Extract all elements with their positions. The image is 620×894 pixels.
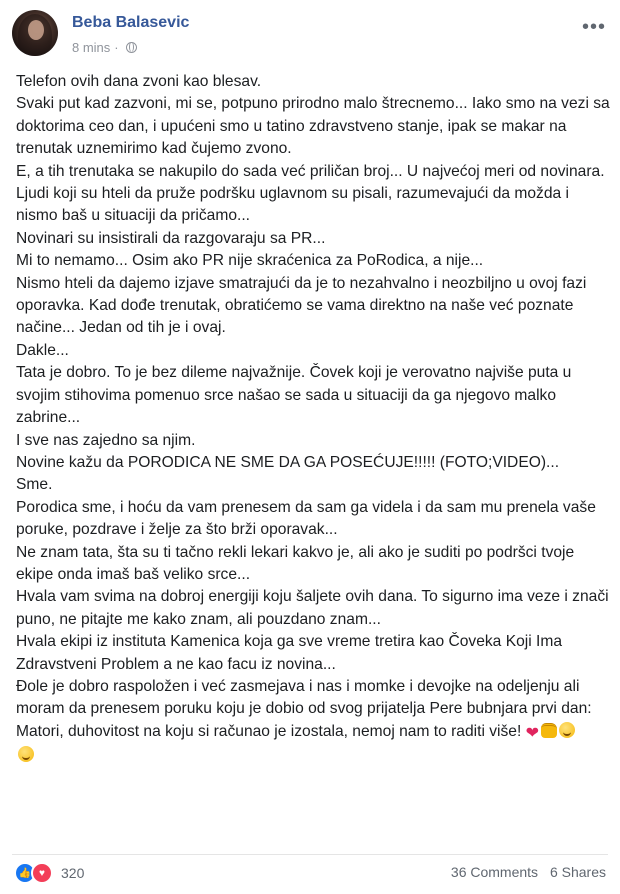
love-icon: ♥: [31, 862, 53, 884]
post-time[interactable]: 8 mins: [72, 40, 111, 55]
author-name[interactable]: Beba Balasevic: [72, 14, 190, 31]
post-paragraph: Sme.: [16, 476, 53, 494]
grinning-face-emoji: [18, 746, 34, 762]
post-paragraph: Telefon ovih dana zvoni kao blesav.: [16, 73, 262, 90]
author-avatar[interactable]: [12, 10, 58, 56]
post-paragraph: Tata je dobro. To je bez dileme najvažnije. Čovek koji je verovatno najviše puta u svojim stihovima pomenuo srce našao se sada u situaciji da ga njegovo malko zabrine...: [16, 364, 572, 427]
avatar-face: [28, 20, 44, 40]
post-paragraph: Porodica sme, i hoću da vam prenesem da sam ga videla i da sam mu prenela vaše poruke, pozdrave i želje za što brži oporavak...: [16, 498, 596, 539]
comments-count[interactable]: 36 Comments: [450, 864, 539, 880]
post-paragraph: Ljudi koji su hteli da pruže podršku uglavnom su pisali, razumevajući da možda i nismo baš u situaciji da pričamo...: [16, 185, 569, 225]
post-last-paragraph: [16, 721, 612, 768]
relieved-face-emoji: [559, 722, 575, 738]
meta-separator: ·: [114, 40, 119, 55]
post-footer: [14, 858, 606, 888]
like-icon: 👍: [14, 862, 36, 884]
post-paragraph: Hvala vam svima na dobroj energiji koju šaljete ovih dana. To sigurno ima veze i znači puno, ne pitajte me kako znam, ali pouzdano znam...: [16, 588, 609, 628]
fist-emoji: [541, 723, 557, 738]
post-paragraph: Novinari su insistirali da razgovaraju sa PR...: [16, 229, 326, 247]
post-stats: [451, 864, 606, 880]
post-paragraph: Mi to nemamo... Osim ako PR nije skraćenica za PoRodica, a nije...: [16, 252, 484, 270]
globe-icon[interactable]: [126, 42, 137, 53]
more-options-icon[interactable]: •••: [581, 16, 606, 38]
post-paragraph: Hvala ekipi iz instituta Kamenica koja ga sve vreme tretira kao Čoveka Koji Ima Zdravstveni Problem a ne kao facu iz novina...: [16, 633, 563, 673]
post-paragraph: Novine kažu da PORODICA NE SME DA GA POSEĆUJE!!!!! (FOTO;VIDEO)...: [16, 453, 560, 471]
reaction-count[interactable]: 320: [61, 865, 85, 881]
footer-divider: [12, 854, 608, 855]
reactions-summary[interactable]: [14, 862, 84, 884]
post-last-text: Matori, duhovitost na koju si računao je izostala, nemoj nam to raditi više!: [16, 722, 522, 740]
post-paragraph: I sve nas zajedno sa njim.: [16, 431, 196, 449]
post-paragraph: Svaki put kad zazvoni, mi se, potpuno prirodno malo štrecnemo... Iako smo na vezi sa doktorima ceo dan, i upućeni smo u tatino zdravstveno stanje, ipak se makar na trenutak uznemirimo kad čujemo zvono.: [16, 95, 610, 158]
post-header: [12, 10, 608, 62]
post-paragraph: Dakle...: [16, 341, 69, 359]
post-body: [16, 71, 612, 768]
post-paragraph: Đole je dobro raspoložen i već zasmejava i nas i momke i devojke na odeljenju ali moram da prenesem poruku koju je dobio od svog prijatelja Pere bubnjara prvi dan:: [16, 677, 592, 718]
heart-emoji: ❤: [525, 724, 540, 742]
post-paragraph: Nismo hteli da dajemo izjave smatrajući da je to nezahvalno i neozbiljno u ovoj fazi oporavka. Kad dođe trenutak, obratićemo se vama direktno na naše već poznate načine... Jedan od tih je i ovaj.: [16, 274, 587, 337]
shares-count[interactable]: 6 Shares: [549, 864, 606, 880]
post-paragraph: Ne znam tata, šta su ti tačno rekli lekari kakvo je, ali ako je suditi po podršci tvoje ekipe onda imaš baš veliko srce...: [16, 543, 575, 583]
post-meta: [72, 40, 137, 55]
post-paragraph: E, a tih trenutaka se nakupilo do sada već priličan broj... U najvećoj meri od novinara.: [16, 162, 605, 180]
